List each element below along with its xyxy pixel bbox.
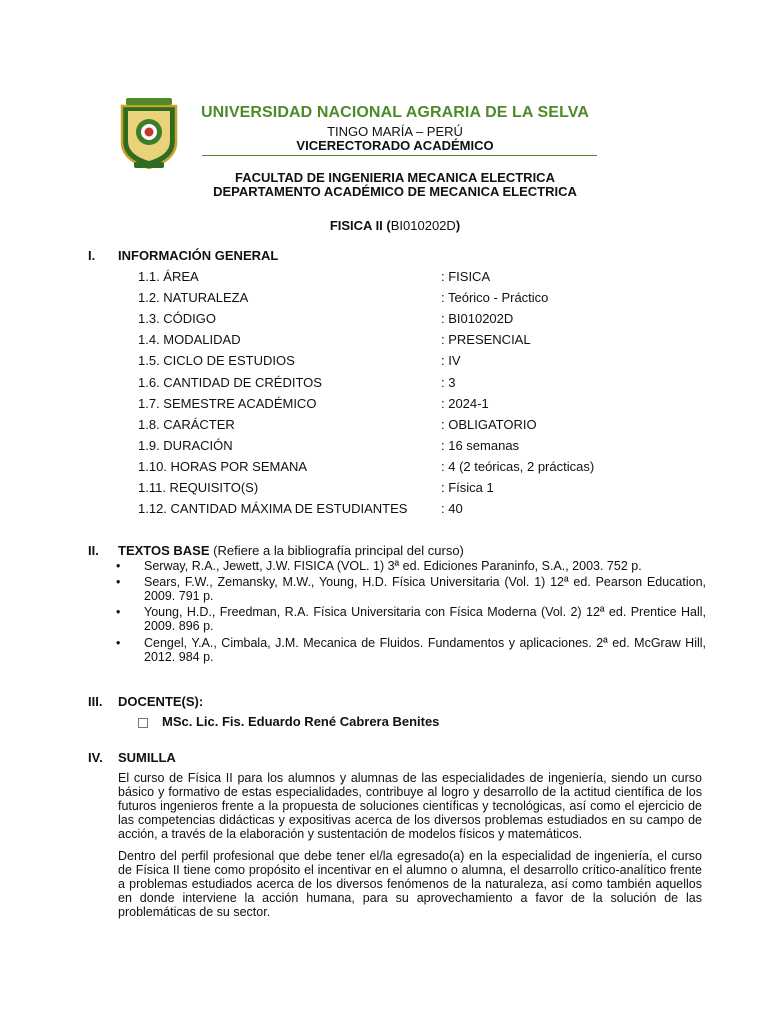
info-row xyxy=(138,375,618,391)
university-seal-logo xyxy=(118,96,180,170)
info-row xyxy=(138,396,618,412)
info-value: : Física 1 xyxy=(441,480,494,495)
bibliography-item xyxy=(116,605,706,633)
info-row xyxy=(138,480,618,496)
section-2-number: II. xyxy=(88,543,99,558)
section-3-number: III. xyxy=(88,694,103,709)
info-label: 1.1. ÁREA xyxy=(138,269,199,284)
info-value: : PRESENCIAL xyxy=(441,332,531,347)
info-label: 1.5. CICLO DE ESTUDIOS xyxy=(138,353,295,368)
faculty-title: FACULTAD DE INGENIERIA MECANICA ELECTRICA xyxy=(235,170,555,185)
bullet-icon: • xyxy=(116,636,121,650)
info-value: : Teórico - Práctico xyxy=(441,290,549,305)
bibliography-text: Young, H.D., Freedman, R.A. Física Universitaria con Física Moderna (Vol. 2) 12ª ed. Prentice Hall, 2009. 896 p. xyxy=(144,605,706,633)
bullet-icon: • xyxy=(116,559,121,573)
info-value: : 2024-1 xyxy=(441,396,489,411)
bibliography-item xyxy=(116,559,706,573)
university-name: UNIVERSIDAD NACIONAL AGRARIA DE LA SELVA xyxy=(200,104,589,121)
info-label: 1.12. CANTIDAD MÁXIMA DE ESTUDIANTES xyxy=(138,501,408,516)
city-country: TINGO MARÍA – PERÚ xyxy=(327,124,463,139)
section-1-number: I. xyxy=(88,248,96,263)
info-label: 1.10. HORAS POR SEMANA xyxy=(138,459,308,474)
info-row xyxy=(138,438,618,454)
info-label: 1.3. CÓDIGO xyxy=(138,311,217,326)
section-2-title-text: TEXTOS BASE xyxy=(118,543,210,558)
bibliography-text: Sears, F.W., Zemansky, M.W., Young, H.D. Física Universitaria (Vol. 1) 12ª ed. Pearson Education, 2009. 791 p. xyxy=(144,575,706,603)
info-row xyxy=(138,459,618,475)
info-row xyxy=(138,332,618,348)
checkbox-square-icon xyxy=(138,718,148,728)
bullet-icon: • xyxy=(116,575,121,589)
section-3-title: DOCENTE(S): xyxy=(118,694,204,709)
info-label: 1.11. REQUISITO(S) xyxy=(138,480,259,495)
info-value: : 40 xyxy=(441,501,463,516)
info-label: 1.2. NATURALEZA xyxy=(138,290,249,305)
summary-paragraph-1: El curso de Física II para los alumnos y alumnas de las especialidades de ingeniería, siendo un curso básico y formativo de estas especialidades, contribuye al logro y desarrollo de la actitud científica de los futuros ingenieros frente a la propuesta de soluciones científicas y tecnológicas, así como el ejercicio de las competencias didácticas y expositivas acerca de los diversos problemas estudiados en su campo de acción, a través de la elaboración y sustentación de modelos físicos y matemáticos. xyxy=(118,771,702,841)
info-value: : 16 semanas xyxy=(441,438,520,453)
info-label: 1.9. DURACIÓN xyxy=(138,438,233,453)
course-title: FISICA II (BI010202D) xyxy=(329,218,461,233)
course-code: BI010202D xyxy=(390,218,456,233)
info-value: : OBLIGATORIO xyxy=(441,417,537,432)
info-label: 1.8. CARÁCTER xyxy=(138,417,235,432)
info-value: : FISICA xyxy=(441,269,491,284)
section-4-title: SUMILLA xyxy=(118,750,176,765)
info-row xyxy=(138,353,618,369)
info-row xyxy=(138,290,618,306)
vicerrectorado-title: VICERECTORADO ACADÉMICO xyxy=(296,138,494,153)
teacher-item xyxy=(138,714,439,729)
bibliography-text: Cengel, Y.A., Cimbala, J.M. Mecanica de Fluidos. Fundamentos y aplicaciones. 2ª ed. McGraw Hill, 2012. 984 p. xyxy=(144,636,706,664)
department-title: DEPARTAMENTO ACADÉMICO DE MECANICA ELECTRICA xyxy=(213,184,577,199)
info-value: : 3 xyxy=(441,375,456,390)
header-divider xyxy=(202,155,597,156)
info-row xyxy=(138,501,618,517)
section-4-number: IV. xyxy=(88,750,103,765)
info-value: : BI010202D xyxy=(441,311,514,326)
section-1-title: INFORMACIÓN GENERAL xyxy=(118,248,279,263)
info-value: : IV xyxy=(441,353,461,368)
bullet-icon: • xyxy=(116,605,121,619)
bibliography-item xyxy=(116,575,706,603)
info-label: 1.6. CANTIDAD DE CRÉDITOS xyxy=(138,375,322,390)
bibliography-item xyxy=(116,636,706,664)
section-2-title xyxy=(118,543,464,558)
course-name: FISICA II xyxy=(329,218,383,233)
bibliography-text: Serway, R.A., Jewett, J.W. FISICA (VOL. 1) 3ª ed. Ediciones Paraninfo, S.A., 2003. 752 p. xyxy=(144,559,642,573)
info-value: : 4 (2 teóricas, 2 prácticas) xyxy=(441,459,595,474)
info-label: 1.7. SEMESTRE ACADÉMICO xyxy=(138,396,317,411)
summary-paragraph-2: Dentro del perfil profesional que debe tener el/la egresado(a) en la especialidad de ingeniería, el curso de Física II tiene como propósito el incentivar en el alumno o alumna, el desarrollo crítico-analítico frente a problemas estudiados acerca de los diversos fenómenos de la naturaleza, así como también aquellos en donde interviene la acción humana, para su aprovechamiento a favor de la solución de las problemáticas de su sector. xyxy=(118,849,702,919)
info-label: 1.4. MODALIDAD xyxy=(138,332,241,347)
info-row xyxy=(138,269,618,285)
info-row xyxy=(138,417,618,433)
teacher-name: MSc. Lic. Fis. Eduardo René Cabrera Benites xyxy=(162,714,440,729)
section-2-note: (Refiere a la bibliografía principal del curso) xyxy=(213,543,464,558)
info-row xyxy=(138,311,618,327)
